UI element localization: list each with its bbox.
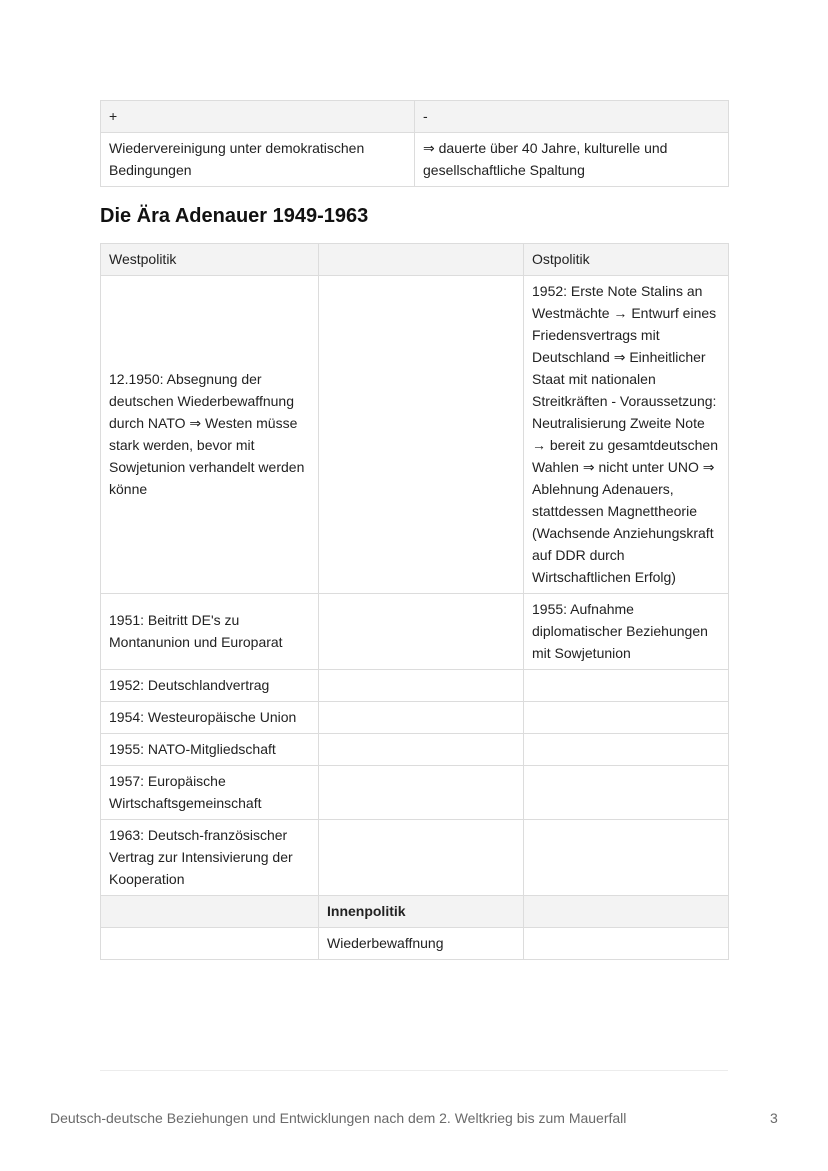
footer-divider <box>100 1070 728 1071</box>
westpolitik-header: Westpolitik <box>101 244 319 276</box>
table-header-row <box>101 101 729 133</box>
mid-cell <box>319 702 524 734</box>
middle-header <box>319 244 524 276</box>
west-cell: 1954: Westeuropäische Union <box>101 702 319 734</box>
pros-cons-table <box>100 100 729 187</box>
adenauer-table <box>100 243 729 960</box>
west-cell: 1951: Beitritt DE's zu Montanunion und Europarat <box>101 594 319 670</box>
empty-cell <box>101 896 319 928</box>
minus-cell: ⇒ dauerte über 40 Jahre, kulturelle und gesellschaftliche Spaltung <box>415 133 729 187</box>
innenpolitik-item: Wiederbewaffnung <box>319 928 524 960</box>
table-row <box>101 820 729 896</box>
footer-title: Deutsch-deutsche Beziehungen und Entwicklungen nach dem 2. Weltkrieg bis zum Mauerfall <box>50 1110 627 1126</box>
table-row <box>101 734 729 766</box>
mid-cell <box>319 820 524 896</box>
west-cell: 1963: Deutsch-französischer Vertrag zur Intensivierung der Kooperation <box>101 820 319 896</box>
ost-cell <box>524 766 729 820</box>
west-cell: 12.1950: Absegnung der deutschen Wiederbewaffnung durch NATO ⇒ Westen müsse stark werden, bevor mit Sowjetunion verhandelt werden könne <box>101 276 319 594</box>
plus-header: + <box>101 101 415 133</box>
ost-cell: 1952: Erste Note Stalins an Westmächte → Entwurf eines Friedensvertrags mit Deutschland ⇒ Einheitlicher Staat mit nationalen Streitkräften - Voraussetzung: Neutralisierung Zweite Note → bereit zu gesamtdeutschen Wahlen ⇒ nicht unter UNO ⇒ Ablehnung Adenauers, stattdessen Magnettheorie (Wachsende Anziehungskraft auf DDR durch Wirtschaftlichen Erfolg) <box>524 276 729 594</box>
mid-cell <box>319 276 524 594</box>
plus-cell: Wiedervereinigung unter demokratischen Bedingungen <box>101 133 415 187</box>
table-row <box>101 702 729 734</box>
west-cell: 1955: NATO-Mitgliedschaft <box>101 734 319 766</box>
mid-cell <box>319 734 524 766</box>
table-row <box>101 670 729 702</box>
empty-cell <box>524 928 729 960</box>
ost-cell <box>524 670 729 702</box>
table-row <box>101 766 729 820</box>
ost-cell <box>524 820 729 896</box>
table-row <box>101 133 729 187</box>
innenpolitik-header-row <box>101 896 729 928</box>
table-row <box>101 276 729 594</box>
page-number: 3 <box>770 1110 778 1126</box>
innenpolitik-header: Innenpolitik <box>319 896 524 928</box>
empty-cell <box>101 928 319 960</box>
ost-cell <box>524 734 729 766</box>
ost-cell <box>524 702 729 734</box>
west-cell: 1952: Deutschlandvertrag <box>101 670 319 702</box>
table-row <box>101 594 729 670</box>
table-row <box>101 928 729 960</box>
ostpolitik-header: Ostpolitik <box>524 244 729 276</box>
section-title: Die Ära Adenauer 1949-1963 <box>100 205 369 227</box>
mid-cell <box>319 670 524 702</box>
empty-cell <box>524 896 729 928</box>
mid-cell <box>319 766 524 820</box>
ost-cell: 1955: Aufnahme diplomatischer Beziehungen mit Sowjetunion <box>524 594 729 670</box>
table-header-row <box>101 244 729 276</box>
west-cell: 1957: Europäische Wirtschaftsgemeinschaft <box>101 766 319 820</box>
mid-cell <box>319 594 524 670</box>
minus-header: - <box>415 101 729 133</box>
